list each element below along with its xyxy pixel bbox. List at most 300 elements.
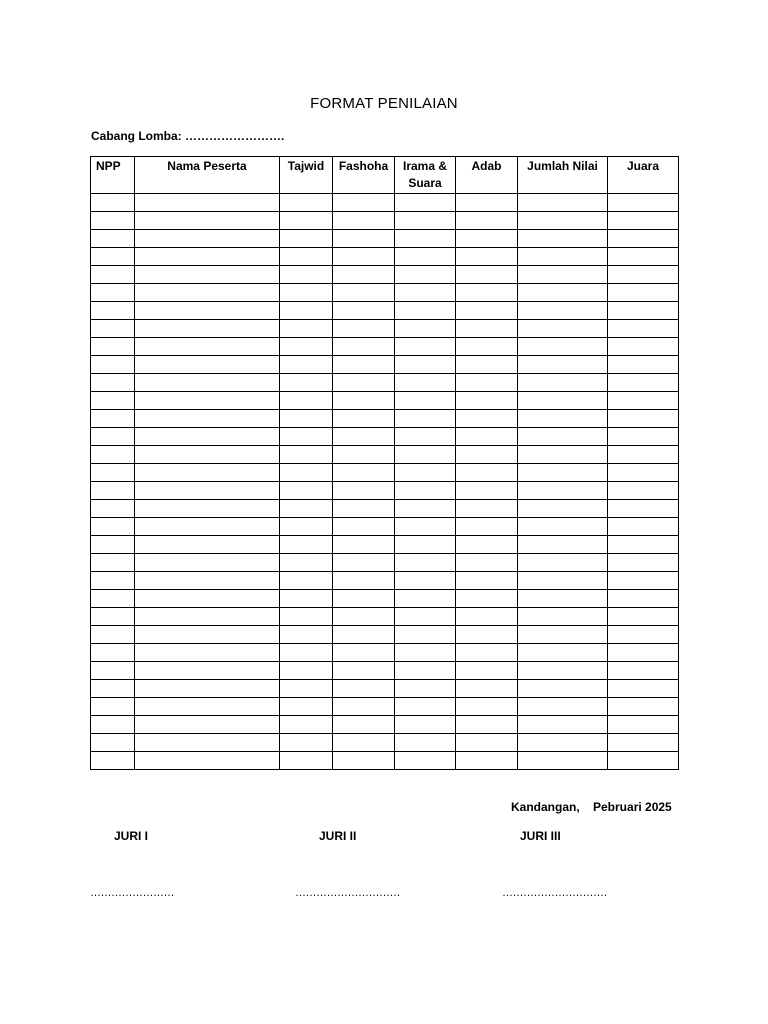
cell-tajwid bbox=[280, 590, 333, 608]
cell-npp bbox=[91, 194, 135, 212]
cell-fashoha bbox=[333, 374, 395, 392]
cell-npp bbox=[91, 266, 135, 284]
cell-adab bbox=[456, 608, 518, 626]
judge-3-signature-line: ………………………… bbox=[502, 887, 607, 899]
judge-3-label: JURI III bbox=[520, 829, 561, 843]
cell-nama-peserta bbox=[135, 662, 280, 680]
judge-2-label: JURI II bbox=[319, 829, 357, 843]
cell-irama-suara bbox=[395, 428, 456, 446]
cell-fashoha bbox=[333, 734, 395, 752]
cell-tajwid bbox=[280, 428, 333, 446]
table-row bbox=[91, 428, 679, 446]
cell-jumlah-nilai bbox=[518, 752, 608, 770]
cell-adab bbox=[456, 518, 518, 536]
cell-irama-suara bbox=[395, 212, 456, 230]
cell-npp bbox=[91, 680, 135, 698]
table-row bbox=[91, 626, 679, 644]
cell-tajwid bbox=[280, 716, 333, 734]
cell-nama-peserta bbox=[135, 284, 280, 302]
cell-adab bbox=[456, 338, 518, 356]
cell-irama-suara bbox=[395, 698, 456, 716]
header-adab: Adab bbox=[456, 157, 518, 194]
cell-jumlah-nilai bbox=[518, 338, 608, 356]
cell-tajwid bbox=[280, 518, 333, 536]
cell-fashoha bbox=[333, 590, 395, 608]
cell-irama-suara bbox=[395, 716, 456, 734]
cell-jumlah-nilai bbox=[518, 482, 608, 500]
table-row bbox=[91, 212, 679, 230]
table-row bbox=[91, 320, 679, 338]
cell-fashoha bbox=[333, 500, 395, 518]
table-row bbox=[91, 464, 679, 482]
cell-nama-peserta bbox=[135, 518, 280, 536]
cell-fashoha bbox=[333, 320, 395, 338]
header-npp: NPP bbox=[91, 157, 135, 194]
cell-npp bbox=[91, 734, 135, 752]
cell-fashoha bbox=[333, 572, 395, 590]
cell-jumlah-nilai bbox=[518, 446, 608, 464]
cell-juara bbox=[608, 608, 679, 626]
table-row bbox=[91, 248, 679, 266]
cell-tajwid bbox=[280, 500, 333, 518]
cell-fashoha bbox=[333, 464, 395, 482]
cell-tajwid bbox=[280, 482, 333, 500]
cell-fashoha bbox=[333, 752, 395, 770]
cell-jumlah-nilai bbox=[518, 644, 608, 662]
cell-npp bbox=[91, 518, 135, 536]
table-row bbox=[91, 536, 679, 554]
cell-adab bbox=[456, 680, 518, 698]
cell-adab bbox=[456, 248, 518, 266]
cell-nama-peserta bbox=[135, 266, 280, 284]
cell-juara bbox=[608, 230, 679, 248]
cell-npp bbox=[91, 302, 135, 320]
cell-juara bbox=[608, 428, 679, 446]
cell-jumlah-nilai bbox=[518, 698, 608, 716]
cell-nama-peserta bbox=[135, 608, 280, 626]
cell-fashoha bbox=[333, 410, 395, 428]
table-row bbox=[91, 590, 679, 608]
cell-npp bbox=[91, 590, 135, 608]
cell-juara bbox=[608, 410, 679, 428]
cell-npp bbox=[91, 284, 135, 302]
table-row bbox=[91, 230, 679, 248]
score-table bbox=[90, 156, 679, 770]
cell-irama-suara bbox=[395, 266, 456, 284]
table-row bbox=[91, 374, 679, 392]
cell-fashoha bbox=[333, 392, 395, 410]
cell-nama-peserta bbox=[135, 644, 280, 662]
cell-adab bbox=[456, 464, 518, 482]
cell-nama-peserta bbox=[135, 320, 280, 338]
cell-tajwid bbox=[280, 680, 333, 698]
cell-adab bbox=[456, 302, 518, 320]
cell-jumlah-nilai bbox=[518, 734, 608, 752]
cell-adab bbox=[456, 392, 518, 410]
cell-adab bbox=[456, 662, 518, 680]
cell-fashoha bbox=[333, 212, 395, 230]
cell-irama-suara bbox=[395, 248, 456, 266]
cell-fashoha bbox=[333, 536, 395, 554]
cell-jumlah-nilai bbox=[518, 266, 608, 284]
header-juara: Juara bbox=[608, 157, 679, 194]
cell-adab bbox=[456, 536, 518, 554]
header-tajwid: Tajwid bbox=[280, 157, 333, 194]
cell-adab bbox=[456, 212, 518, 230]
cell-tajwid bbox=[280, 266, 333, 284]
cell-npp bbox=[91, 212, 135, 230]
cell-nama-peserta bbox=[135, 410, 280, 428]
cell-irama-suara bbox=[395, 554, 456, 572]
cell-irama-suara bbox=[395, 338, 456, 356]
cell-jumlah-nilai bbox=[518, 680, 608, 698]
cell-nama-peserta bbox=[135, 428, 280, 446]
cell-tajwid bbox=[280, 338, 333, 356]
cell-fashoha bbox=[333, 194, 395, 212]
cell-npp bbox=[91, 374, 135, 392]
cell-jumlah-nilai bbox=[518, 230, 608, 248]
cell-jumlah-nilai bbox=[518, 572, 608, 590]
table-row bbox=[91, 554, 679, 572]
cell-jumlah-nilai bbox=[518, 608, 608, 626]
cell-fashoha bbox=[333, 518, 395, 536]
cell-fashoha bbox=[333, 338, 395, 356]
cell-fashoha bbox=[333, 644, 395, 662]
cell-tajwid bbox=[280, 284, 333, 302]
score-table-body bbox=[91, 194, 679, 770]
cell-irama-suara bbox=[395, 644, 456, 662]
cell-tajwid bbox=[280, 410, 333, 428]
cell-fashoha bbox=[333, 446, 395, 464]
table-row bbox=[91, 662, 679, 680]
cell-tajwid bbox=[280, 572, 333, 590]
cell-nama-peserta bbox=[135, 698, 280, 716]
cell-jumlah-nilai bbox=[518, 194, 608, 212]
cell-juara bbox=[608, 590, 679, 608]
cell-jumlah-nilai bbox=[518, 302, 608, 320]
table-row bbox=[91, 356, 679, 374]
cell-nama-peserta bbox=[135, 554, 280, 572]
cell-nama-peserta bbox=[135, 230, 280, 248]
cell-fashoha bbox=[333, 356, 395, 374]
cell-jumlah-nilai bbox=[518, 212, 608, 230]
cell-tajwid bbox=[280, 644, 333, 662]
cell-npp bbox=[91, 356, 135, 374]
cell-irama-suara bbox=[395, 464, 456, 482]
cell-jumlah-nilai bbox=[518, 374, 608, 392]
cell-nama-peserta bbox=[135, 500, 280, 518]
cell-nama-peserta bbox=[135, 680, 280, 698]
cell-nama-peserta bbox=[135, 248, 280, 266]
judge-1-signature-line: …………………… bbox=[90, 887, 174, 899]
cell-irama-suara bbox=[395, 392, 456, 410]
cell-fashoha bbox=[333, 230, 395, 248]
cell-jumlah-nilai bbox=[518, 662, 608, 680]
cell-adab bbox=[456, 194, 518, 212]
cell-fashoha bbox=[333, 482, 395, 500]
place-date: Kandangan, Pebruari 2025 bbox=[511, 800, 672, 814]
cell-tajwid bbox=[280, 392, 333, 410]
table-row bbox=[91, 446, 679, 464]
cell-adab bbox=[456, 716, 518, 734]
table-row bbox=[91, 608, 679, 626]
cell-juara bbox=[608, 536, 679, 554]
cell-irama-suara bbox=[395, 194, 456, 212]
cell-nama-peserta bbox=[135, 356, 280, 374]
cell-tajwid bbox=[280, 320, 333, 338]
cell-adab bbox=[456, 284, 518, 302]
cell-irama-suara bbox=[395, 536, 456, 554]
cell-jumlah-nilai bbox=[518, 392, 608, 410]
cell-jumlah-nilai bbox=[518, 554, 608, 572]
cell-irama-suara bbox=[395, 356, 456, 374]
header-nama-peserta: Nama Peserta bbox=[135, 157, 280, 194]
cell-adab bbox=[456, 428, 518, 446]
cell-juara bbox=[608, 662, 679, 680]
cell-juara bbox=[608, 266, 679, 284]
cell-npp bbox=[91, 410, 135, 428]
table-row bbox=[91, 284, 679, 302]
cell-tajwid bbox=[280, 248, 333, 266]
cell-juara bbox=[608, 284, 679, 302]
cell-npp bbox=[91, 392, 135, 410]
cell-juara bbox=[608, 680, 679, 698]
judge-1-label: JURI I bbox=[114, 829, 149, 843]
cell-jumlah-nilai bbox=[518, 320, 608, 338]
cell-jumlah-nilai bbox=[518, 536, 608, 554]
cell-jumlah-nilai bbox=[518, 356, 608, 374]
cell-adab bbox=[456, 356, 518, 374]
cell-juara bbox=[608, 338, 679, 356]
cell-adab bbox=[456, 482, 518, 500]
cell-tajwid bbox=[280, 626, 333, 644]
cell-juara bbox=[608, 356, 679, 374]
cell-npp bbox=[91, 662, 135, 680]
cell-nama-peserta bbox=[135, 302, 280, 320]
cell-npp bbox=[91, 716, 135, 734]
cell-juara bbox=[608, 392, 679, 410]
cell-nama-peserta bbox=[135, 590, 280, 608]
cell-irama-suara bbox=[395, 518, 456, 536]
cell-nama-peserta bbox=[135, 338, 280, 356]
cell-tajwid bbox=[280, 464, 333, 482]
cell-nama-peserta bbox=[135, 716, 280, 734]
cell-adab bbox=[456, 626, 518, 644]
cell-irama-suara bbox=[395, 374, 456, 392]
cell-fashoha bbox=[333, 284, 395, 302]
cell-adab bbox=[456, 374, 518, 392]
cell-jumlah-nilai bbox=[518, 626, 608, 644]
cell-adab bbox=[456, 410, 518, 428]
table-row bbox=[91, 500, 679, 518]
cell-adab bbox=[456, 230, 518, 248]
cell-tajwid bbox=[280, 554, 333, 572]
table-row bbox=[91, 716, 679, 734]
branch-label: Cabang Lomba: bbox=[91, 129, 182, 143]
cell-nama-peserta bbox=[135, 482, 280, 500]
cell-irama-suara bbox=[395, 752, 456, 770]
cell-juara bbox=[608, 572, 679, 590]
cell-juara bbox=[608, 698, 679, 716]
cell-irama-suara bbox=[395, 500, 456, 518]
cell-tajwid bbox=[280, 608, 333, 626]
cell-npp bbox=[91, 644, 135, 662]
cell-irama-suara bbox=[395, 446, 456, 464]
cell-npp bbox=[91, 338, 135, 356]
cell-nama-peserta bbox=[135, 392, 280, 410]
cell-tajwid bbox=[280, 356, 333, 374]
cell-tajwid bbox=[280, 212, 333, 230]
branch-placeholder: ……………………. bbox=[185, 129, 285, 143]
cell-npp bbox=[91, 500, 135, 518]
cell-nama-peserta bbox=[135, 194, 280, 212]
cell-npp bbox=[91, 428, 135, 446]
cell-npp bbox=[91, 482, 135, 500]
table-row bbox=[91, 572, 679, 590]
cell-fashoha bbox=[333, 302, 395, 320]
cell-npp bbox=[91, 554, 135, 572]
cell-irama-suara bbox=[395, 662, 456, 680]
cell-adab bbox=[456, 500, 518, 518]
cell-juara bbox=[608, 464, 679, 482]
table-row bbox=[91, 698, 679, 716]
cell-irama-suara bbox=[395, 572, 456, 590]
cell-juara bbox=[608, 194, 679, 212]
cell-npp bbox=[91, 752, 135, 770]
cell-tajwid bbox=[280, 230, 333, 248]
cell-juara bbox=[608, 482, 679, 500]
cell-juara bbox=[608, 626, 679, 644]
cell-npp bbox=[91, 626, 135, 644]
table-row bbox=[91, 482, 679, 500]
cell-juara bbox=[608, 446, 679, 464]
table-row bbox=[91, 410, 679, 428]
cell-adab bbox=[456, 644, 518, 662]
cell-jumlah-nilai bbox=[518, 248, 608, 266]
cell-npp bbox=[91, 446, 135, 464]
cell-npp bbox=[91, 248, 135, 266]
cell-nama-peserta bbox=[135, 626, 280, 644]
cell-jumlah-nilai bbox=[518, 590, 608, 608]
table-row bbox=[91, 644, 679, 662]
header-irama-suara: Irama & Suara bbox=[395, 157, 456, 194]
judge-2-signature-line: ………………………… bbox=[295, 887, 400, 899]
table-row bbox=[91, 266, 679, 284]
cell-fashoha bbox=[333, 698, 395, 716]
cell-fashoha bbox=[333, 554, 395, 572]
cell-fashoha bbox=[333, 248, 395, 266]
cell-tajwid bbox=[280, 194, 333, 212]
cell-tajwid bbox=[280, 302, 333, 320]
cell-npp bbox=[91, 320, 135, 338]
cell-juara bbox=[608, 248, 679, 266]
table-row bbox=[91, 194, 679, 212]
cell-fashoha bbox=[333, 680, 395, 698]
cell-juara bbox=[608, 716, 679, 734]
cell-jumlah-nilai bbox=[518, 500, 608, 518]
cell-npp bbox=[91, 572, 135, 590]
cell-jumlah-nilai bbox=[518, 410, 608, 428]
cell-nama-peserta bbox=[135, 752, 280, 770]
cell-juara bbox=[608, 554, 679, 572]
cell-adab bbox=[456, 590, 518, 608]
table-row bbox=[91, 734, 679, 752]
cell-irama-suara bbox=[395, 590, 456, 608]
cell-jumlah-nilai bbox=[518, 716, 608, 734]
cell-irama-suara bbox=[395, 626, 456, 644]
table-row bbox=[91, 680, 679, 698]
cell-irama-suara bbox=[395, 320, 456, 338]
cell-adab bbox=[456, 320, 518, 338]
header-row bbox=[91, 157, 679, 194]
cell-jumlah-nilai bbox=[518, 284, 608, 302]
cell-nama-peserta bbox=[135, 446, 280, 464]
cell-npp bbox=[91, 608, 135, 626]
cell-juara bbox=[608, 644, 679, 662]
cell-jumlah-nilai bbox=[518, 428, 608, 446]
cell-adab bbox=[456, 446, 518, 464]
cell-fashoha bbox=[333, 266, 395, 284]
cell-nama-peserta bbox=[135, 572, 280, 590]
table-row bbox=[91, 392, 679, 410]
cell-adab bbox=[456, 554, 518, 572]
branch-field bbox=[91, 129, 284, 143]
cell-nama-peserta bbox=[135, 374, 280, 392]
cell-juara bbox=[608, 734, 679, 752]
cell-npp bbox=[91, 230, 135, 248]
cell-fashoha bbox=[333, 716, 395, 734]
cell-juara bbox=[608, 500, 679, 518]
cell-nama-peserta bbox=[135, 464, 280, 482]
cell-tajwid bbox=[280, 662, 333, 680]
cell-fashoha bbox=[333, 626, 395, 644]
cell-adab bbox=[456, 266, 518, 284]
table-row bbox=[91, 338, 679, 356]
cell-juara bbox=[608, 752, 679, 770]
cell-irama-suara bbox=[395, 734, 456, 752]
cell-juara bbox=[608, 212, 679, 230]
cell-tajwid bbox=[280, 698, 333, 716]
cell-npp bbox=[91, 464, 135, 482]
table-row bbox=[91, 518, 679, 536]
cell-fashoha bbox=[333, 608, 395, 626]
cell-irama-suara bbox=[395, 410, 456, 428]
cell-tajwid bbox=[280, 446, 333, 464]
cell-nama-peserta bbox=[135, 734, 280, 752]
cell-irama-suara bbox=[395, 680, 456, 698]
cell-fashoha bbox=[333, 662, 395, 680]
header-jumlah-nilai: Jumlah Nilai bbox=[518, 157, 608, 194]
table-row bbox=[91, 752, 679, 770]
cell-npp bbox=[91, 698, 135, 716]
cell-juara bbox=[608, 302, 679, 320]
header-fashoha: Fashoha bbox=[333, 157, 395, 194]
cell-irama-suara bbox=[395, 608, 456, 626]
cell-irama-suara bbox=[395, 284, 456, 302]
cell-juara bbox=[608, 320, 679, 338]
cell-npp bbox=[91, 536, 135, 554]
cell-irama-suara bbox=[395, 230, 456, 248]
cell-jumlah-nilai bbox=[518, 518, 608, 536]
cell-nama-peserta bbox=[135, 212, 280, 230]
cell-tajwid bbox=[280, 752, 333, 770]
cell-tajwid bbox=[280, 536, 333, 554]
cell-jumlah-nilai bbox=[518, 464, 608, 482]
cell-adab bbox=[456, 734, 518, 752]
cell-irama-suara bbox=[395, 482, 456, 500]
document-title: FORMAT PENILAIAN bbox=[310, 95, 458, 112]
cell-tajwid bbox=[280, 374, 333, 392]
